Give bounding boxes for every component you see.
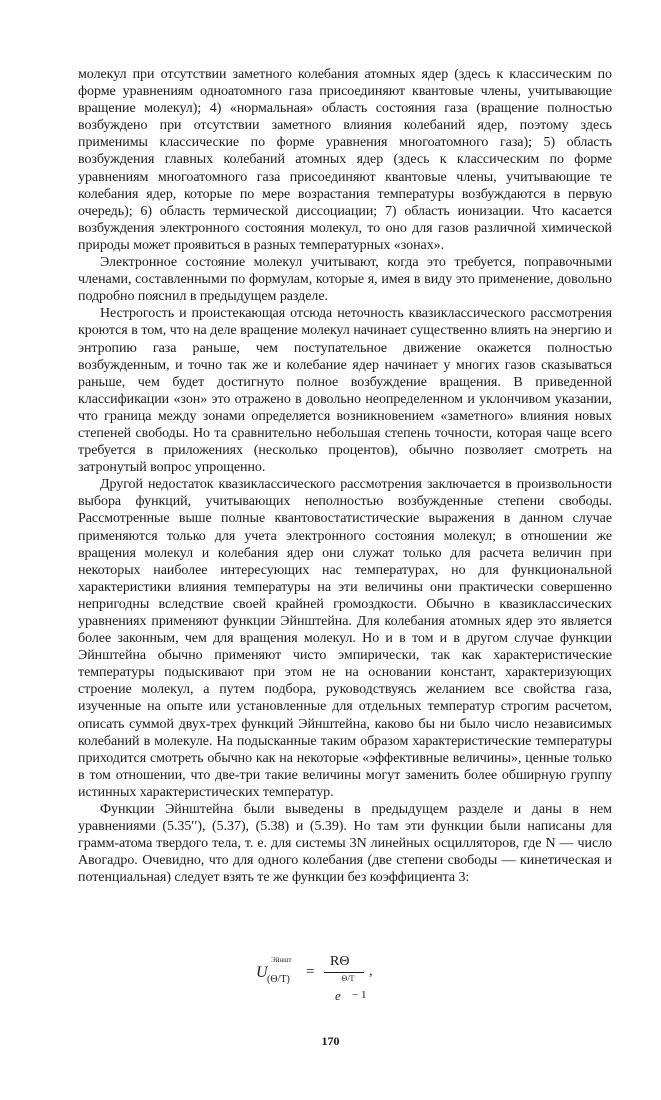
formula-subscript: (Θ/T) — [267, 974, 290, 985]
formula-exponent: Θ/T — [341, 974, 355, 983]
page-number: 170 — [321, 1034, 340, 1048]
formula-superscript: Эйншт — [271, 956, 292, 964]
paragraph-2: Электронное состояние молекул учитывают, когда это требуется, поправочными членами, составленными по формулам, которые я, имея в виду это применение, довольно подробно пояснил в предыдущем разделе. — [78, 255, 612, 305]
formula-minus-one: − 1 — [352, 989, 367, 1001]
formula-symbol: U — [256, 964, 268, 981]
formula-fraction-bar — [324, 972, 364, 973]
formula-numerator: RΘ — [330, 954, 350, 969]
einstein-energy-formula — [256, 952, 456, 1012]
paragraph-4: Другой недостаток квазиклассического рассмотрения заключается в произвольности выбора функций, учитывающих неполностью возбужденные степени свободы. Рассмотренные выше полные квантовостатистические выражения в данном случае применяются только для учета электронного состояния молекул; в отношении же вращения молекул и колебания ядер они служат только для расчета величин при некоторых наиболее интересующих нас температурах, но для функциональной характеристики влияния температуры на эти величины они практически совершенно непригодны вследствие своей крайней громоздкости. Обычно в квазиклассических уравнениях применяют функции Эйнштейна. Для колебания атомных ядер это является более законным, чем для вращения молекул. Но и в том и в другом случае функции Эйнштейна обычно применяют чисто эмпирически, так как характеристические температуры подыскивают при этом не на основании констант, характеризующих строение молекул, а путем подбора, руководствуясь желанием все свойства газа, изученные на опыте или установленные для отдельных температур строгим расчетом, описать суммой двух-трех функций Эйнштейна, каково бы ни было число независимых колебаний в молекуле. На подысканные таким образом характеристические температуры приходится смотреть обычно как на некоторые «эффективные величины», ценные только в том отношении, что две-три такие величины могут заменить более обширную группу истинных характеристических температур. — [78, 477, 612, 800]
formula-trailing-comma: , — [369, 964, 373, 979]
paragraph-3: Нестрогость и проистекающая отсюда неточность квазиклассического рассмотрения кроются в том, что на деле вращение молекул начинает существенно влиять на энергию и энтропию газа раньше, чем поступательное движение окажется полностью возбужденным, и точно так же и колебание ядер начинает у многих газов сказываться раньше, чем будет достигнуто полное возбуждение вращения. В приведенной классификации «зон» это отражено в довольно неопределенном и уклончивом указании, что граница между зонами определяется возникновением «заметного» влияния новых степеней свободы. Но та сравнительно небольшая степень точности, которая чаще всего требуется в приложениях (несколько процентов), обычно позволяет смотреть на затронутый вопрос упрощенно. — [78, 306, 612, 476]
page-body — [78, 66, 612, 887]
paragraph-5: Функции Эйнштейна были выведены в предыдущем разделе и даны в нем уравнениями (5.35′′), (5.37), (5.38) и (5.39). Но там эти функции были написаны для грамм-атома твердого тела, т. е. для системы 3N линейных осцилляторов, где N — число Авогадро. Очевидно, что для одного колебания (две степени свободы — кинетическая и потенциальная) следует взять те же функции без коэффициента 3: — [78, 802, 612, 886]
formula-equals: = — [306, 964, 315, 980]
paragraph-1: молекул при отсутствии заметного колебания атомных ядер (здесь к классическим по форме уравнениям одноатомного газа присоединяют квантовые члены, учитывающие вращение молекул); 4) «нормальная» область состояния газа (вращение полностью возбуждено при отсутствии заметного влияния колебаний ядер, поэтому здесь применимы классические по форме уравнения многоатомного газа); 5) область возбуждения главных колебаний атомных ядер (здесь к классическим по форме уравнениям многоатомного газа присоединяют квантовые члены, учитывающие те колебания ядер, которые по мере возрастания температуры возбуждаются в первую очередь); 6) область термической диссоциации; 7) область ионизации. Что касается возбуждения электронного состояния молекул, то оно для газов различной химической природы может проявиться в разных температурных «зонах». — [78, 67, 612, 253]
formula-exp-base: e — [335, 988, 341, 1003]
